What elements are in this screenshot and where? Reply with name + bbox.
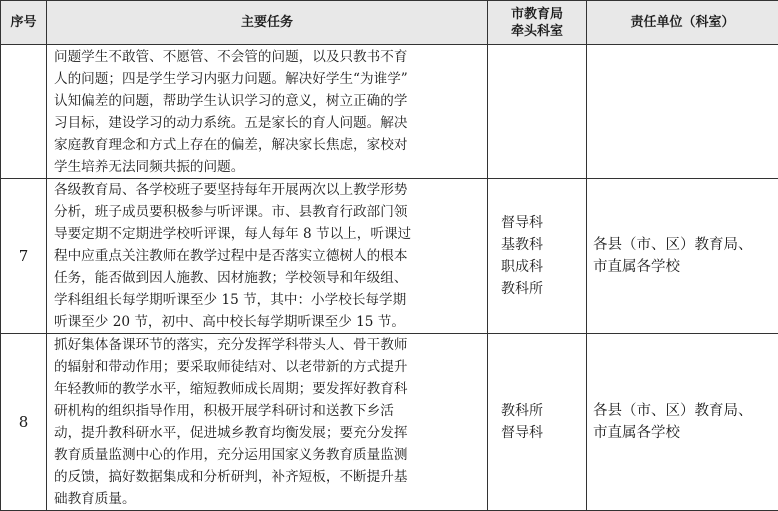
unit-cell [587,179,778,334]
task-line: 础教育质量。 [54,488,483,510]
task-line: 人的问题；四是学生学习内驱力问题。解决好学生“为谁学” [54,68,483,90]
task-line: 任务，能否做到因人施教、因材施教；学校领导和年级组、 [54,267,483,289]
task-line: 研机构的组织指导作用，积极开展学科研讨和送教下乡活 [54,400,483,422]
task-line: 的反馈，搞好数据集成和分析研判，补齐短板，不断提升基 [54,466,483,488]
unit-name: 各县（市、区）教育局、 [593,400,778,422]
task-cell [47,179,488,334]
row-number: 8 [1,334,47,511]
office-name: 职成科 [501,256,586,278]
task-line: 分析，班子成员要积极参与听评课。市、县教育行政部门领 [54,201,483,223]
header-office [488,1,587,45]
office-cell [488,179,587,334]
header-unit: 责任单位（科室） [587,1,778,45]
task-line: 抓好集体备课环节的落实，充分发挥学科带头人、骨干教师 [54,334,483,356]
task-line: 年轻教师的教学水平，缩短教师成长周期；要发挥好教育科 [54,378,483,400]
task-line: 导要定期不定期进学校听评课，每人每年 8 节以上，听课过 [54,223,483,245]
unit-name: 市直属各学校 [593,422,778,444]
unit-cell [587,334,778,511]
unit-name: 各县（市、区）教育局、 [593,234,778,256]
office-name: 督导科 [501,212,586,234]
task-line: 学科组组长每学期听课至少 15 节，其中：小学校长每学期 [54,289,483,311]
task-line: 家庭教育理念和方式上存在的偏差，解决家长焦虑，家校对 [54,134,483,156]
header-task: 主要任务 [47,1,488,45]
task-line: 教育质量监测中心的作用，充分运用国家义务教育质量监测 [54,444,483,466]
task-line: 学生培养无法同频共振的问题。 [54,156,483,178]
task-cell [47,45,488,179]
table-row [1,334,778,511]
task-line: 习目标，建设学习的动力系统。五是家长的育人问题。解决 [54,112,483,134]
header-no: 序号 [1,1,47,45]
office-name: 督导科 [501,422,586,444]
header-office-line1: 市教育局 [488,6,586,23]
office-cell [488,334,587,511]
unit-name: 市直属各学校 [593,256,778,278]
task-line: 程中应重点关注教师在教学过程中是否落实立德树人的根本 [54,245,483,267]
unit-cell [587,45,778,179]
office-name: 教科所 [501,400,586,422]
task-line: 问题学生不敢管、不愿管、不会管的问题，以及只教书不育 [54,46,483,68]
office-name: 基教科 [501,234,586,256]
header-row [1,1,778,45]
header-office-line2: 牵头科室 [488,23,586,40]
office-name: 教科所 [501,278,586,300]
row-number [1,45,47,179]
table-row [1,179,778,334]
task-line: 认知偏差的问题，帮助学生认识学习的意义，树立正确的学 [54,90,483,112]
task-cell [47,334,488,511]
table-row [1,45,778,179]
task-line: 动，提升教科研水平，促进城乡教育均衡发展；要充分发挥 [54,422,483,444]
task-line: 的辐射和带动作用；要采取师徒结对、以老带新的方式提升 [54,356,483,378]
task-line: 各级教育局、各学校班子要坚持每年开展两次以上教学形势 [54,179,483,201]
task-line: 听课至少 20 节，初中、高中校长每学期听课至少 15 节。 [54,311,483,333]
office-cell [488,45,587,179]
row-number: 7 [1,179,47,334]
